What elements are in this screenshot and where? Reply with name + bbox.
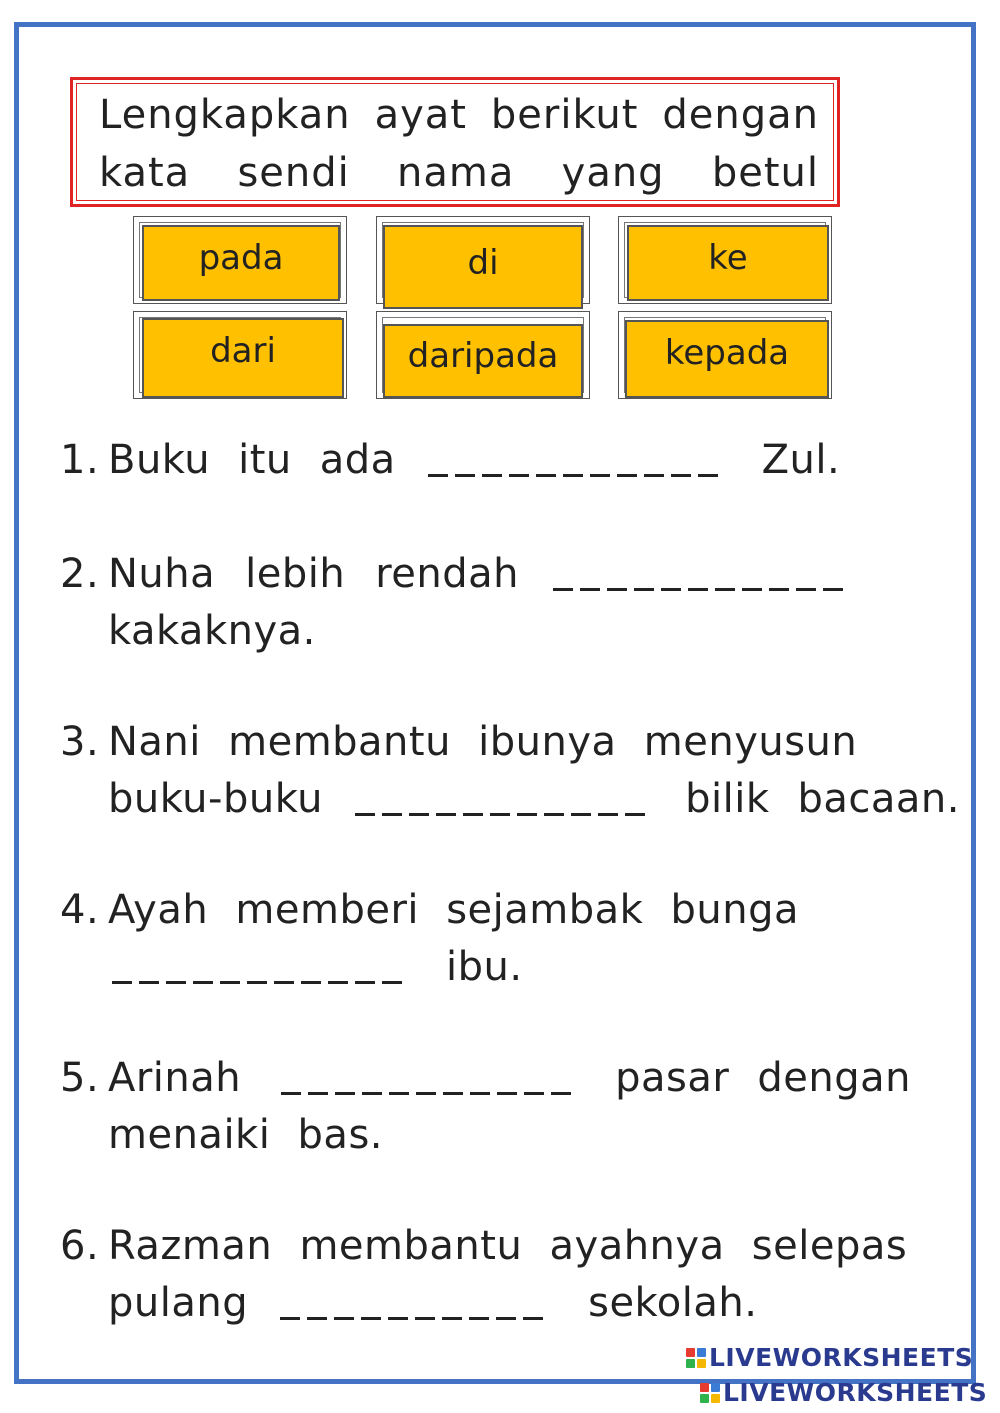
question-4	[60, 882, 960, 996]
question-text: itu	[238, 437, 292, 483]
question-number: 3.	[60, 719, 100, 765]
question-text: buku-buku	[108, 776, 323, 822]
question-text: Nani membantu ibunya menyusun	[108, 719, 858, 765]
word-slot-3	[618, 216, 832, 304]
word-chip-daripada[interactable]	[383, 324, 583, 398]
liveworksheets-logo-icon	[686, 1348, 706, 1368]
question-text: pulang	[108, 1280, 249, 1326]
word-slot-6	[618, 311, 832, 399]
word-slot-2	[376, 216, 590, 304]
question-text: ibu.	[446, 944, 523, 990]
question-text: dengan	[757, 1055, 911, 1101]
word-chip-pada[interactable]	[142, 225, 340, 301]
answer-blank-4[interactable]	[112, 944, 406, 984]
word-chip-label: dari	[210, 331, 276, 371]
word-chip-label: di	[467, 243, 499, 283]
word-chip-label: pada	[198, 238, 284, 278]
question-text: menaiki bas.	[108, 1112, 383, 1158]
question-text: pasar	[615, 1055, 730, 1101]
instruction-line-1: Lengkapkan ayat berikut dengan	[99, 92, 819, 138]
question-2	[60, 546, 960, 660]
answer-blank-6[interactable]	[280, 1280, 548, 1320]
answer-blank-1[interactable]	[428, 437, 722, 477]
question-number: 2.	[60, 551, 100, 597]
question-text: Nuha	[108, 551, 216, 597]
question-number: 1.	[60, 437, 100, 483]
question-text: lebih	[245, 551, 346, 597]
question-number: 4.	[60, 887, 100, 933]
brand-text: LIVEWORKSHEETS	[723, 1378, 988, 1407]
instruction-text	[99, 86, 819, 202]
question-text: Arinah	[108, 1055, 242, 1101]
liveworksheets-logo-icon	[700, 1383, 720, 1403]
question-text: rendah	[375, 551, 519, 597]
question-6	[60, 1218, 960, 1332]
word-slot-5	[376, 311, 590, 399]
word-slot-4	[133, 311, 347, 399]
answer-blank-2[interactable]	[553, 551, 847, 591]
word-chip-label: ke	[708, 238, 748, 278]
word-chip-label: kepada	[664, 333, 790, 373]
answer-blank-3[interactable]	[355, 776, 645, 816]
question-text: sekolah.	[588, 1280, 758, 1326]
liveworksheets-watermark-2	[700, 1378, 987, 1407]
word-chip-dari[interactable]	[142, 318, 344, 398]
question-text: Zul.	[761, 437, 841, 483]
instruction-box	[70, 77, 840, 207]
word-chip-ke[interactable]	[627, 225, 829, 301]
word-chip-kepada[interactable]	[625, 320, 829, 398]
answer-blank-5[interactable]	[281, 1055, 575, 1095]
question-number: 6.	[60, 1223, 100, 1269]
question-5	[60, 1050, 960, 1164]
word-chip-label: daripada	[407, 336, 559, 376]
question-text: ada	[319, 437, 396, 483]
liveworksheets-watermark	[686, 1343, 973, 1372]
instruction-line-2: kata sendi nama yang betul	[99, 150, 819, 196]
question-text: bilik	[685, 776, 770, 822]
question-text: kakaknya.	[108, 608, 316, 654]
question-text: Buku	[108, 437, 211, 483]
question-text: bacaan.	[797, 776, 960, 822]
question-text: Razman membantu ayahnya selepas	[108, 1223, 908, 1269]
word-slot-1	[133, 216, 347, 304]
question-text: Ayah memberi sejambak bunga	[108, 887, 800, 933]
brand-text: LIVEWORKSHEETS	[709, 1343, 974, 1372]
question-number: 5.	[60, 1055, 100, 1101]
word-chip-di[interactable]	[383, 225, 583, 309]
question-1	[60, 432, 960, 489]
question-3	[60, 714, 960, 828]
